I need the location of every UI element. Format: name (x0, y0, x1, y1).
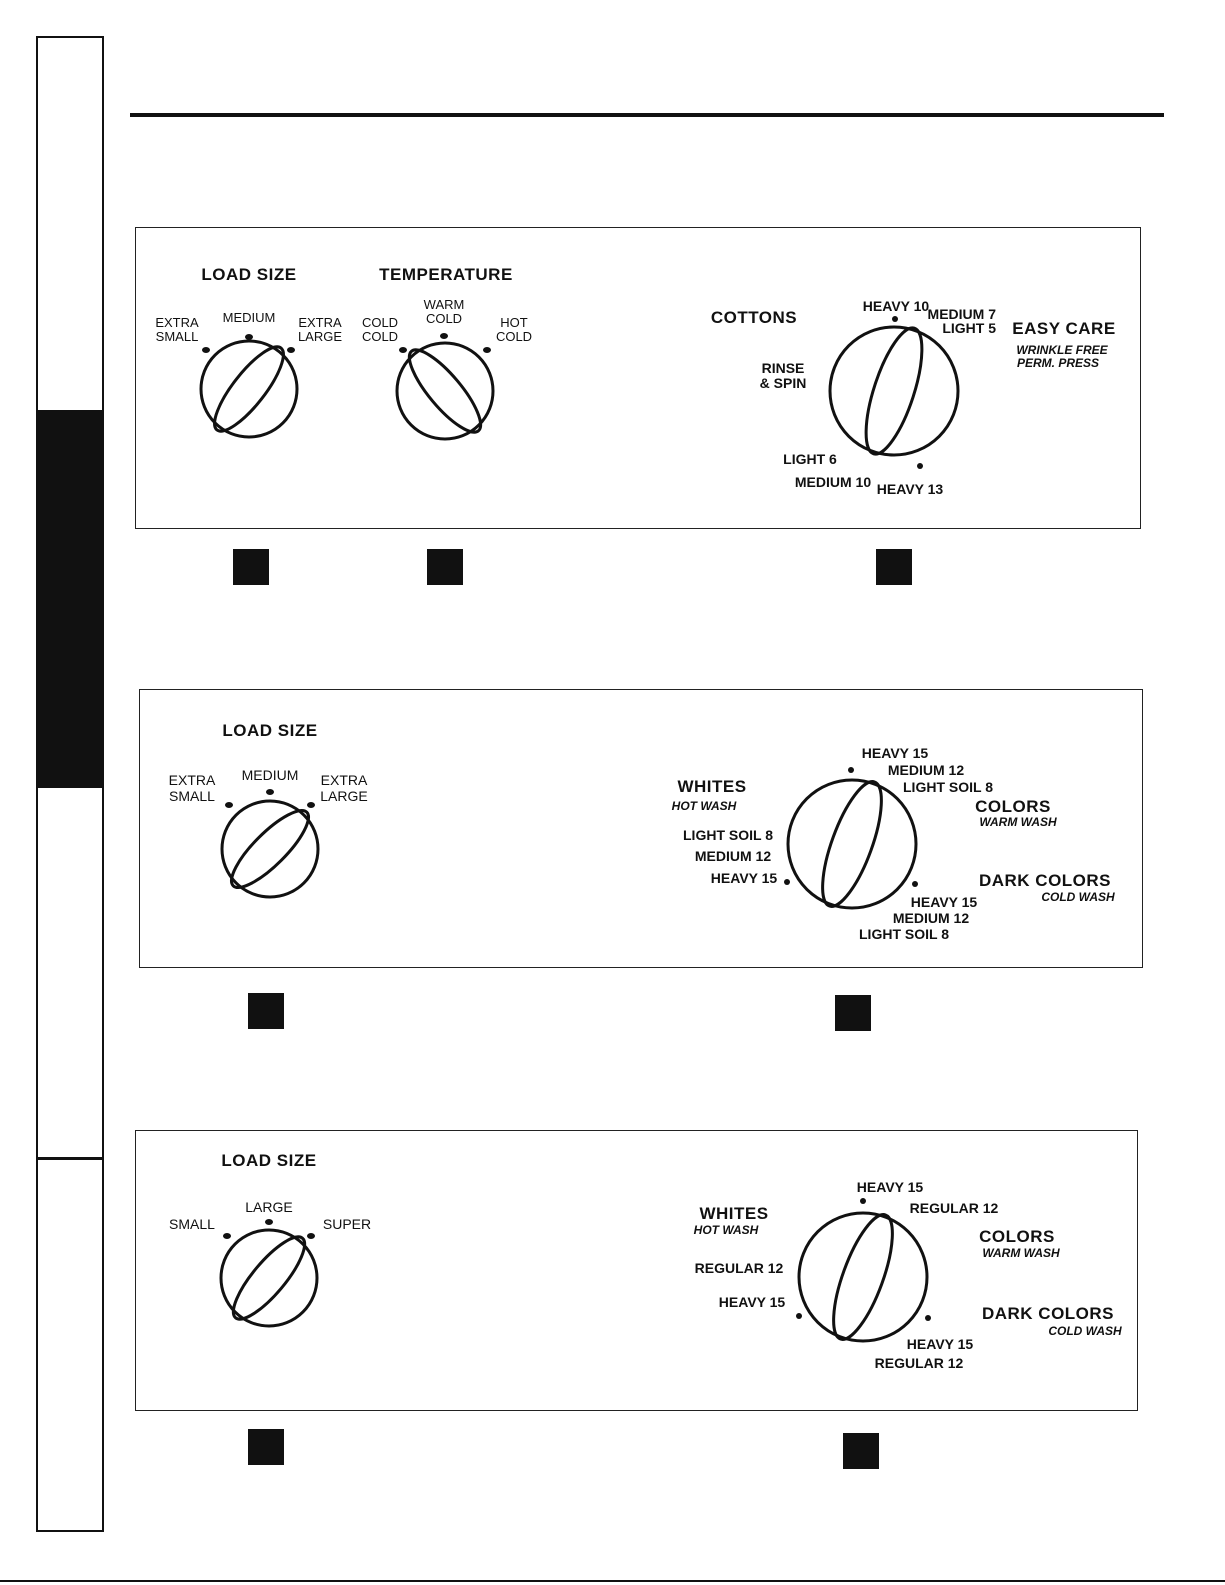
load-size-right-label: LARGE (320, 788, 368, 804)
cycle-setting-label: HEAVY 15 (906, 1336, 974, 1352)
warm-wash-label: WARM WASH (982, 1246, 1060, 1260)
cycle-setting-label: LIGHT SOIL 8 (683, 827, 773, 843)
temperature-title: TEMPERATURE (379, 265, 513, 284)
temperature-right-label: HOT (500, 315, 528, 330)
indicator-dot (796, 1313, 802, 1319)
dark-colors-label: DARK COLORS (978, 871, 1112, 890)
indicator-dot (860, 1198, 866, 1204)
indicator-dot (223, 1233, 231, 1239)
cycle-setting-label: LIGHT SOIL 8 (859, 926, 949, 942)
warm-wash-label: WARM WASH (979, 815, 1057, 829)
load-size-left-label: SMALL (169, 1216, 215, 1232)
cycle-setting-label: MEDIUM 10 (794, 474, 872, 490)
cycle-setting-label: HEAVY 15 (910, 894, 978, 910)
easy-care-label: EASY CARE (1012, 319, 1116, 338)
cycle-setting-label: LIGHT SOIL 8 (903, 779, 993, 795)
cycle-setting-label: MEDIUM 12 (892, 910, 970, 926)
indicator-dot (307, 1233, 315, 1239)
cycle-setting-label: MEDIUM 12 (887, 762, 965, 778)
load-size-left-label: EXTRA (155, 315, 199, 330)
cycle-setting-label: HEAVY 13 (876, 481, 944, 497)
cycle-setting-label: MEDIUM 12 (694, 848, 772, 864)
colors-label: COLORS (979, 1227, 1055, 1246)
load-size-right-label: EXTRA (320, 772, 368, 788)
cottons-label: COTTONS (710, 308, 798, 327)
whites-label: WHITES (677, 777, 747, 796)
perm-press-label: PERM. PRESS (1016, 356, 1100, 370)
hot-wash-label: HOT WASH (671, 799, 737, 813)
knob-grip (822, 1208, 905, 1346)
load-size-top-label: MEDIUM (241, 767, 299, 783)
colors-label: COLORS (975, 797, 1051, 816)
load-size-right-label: LARGE (297, 329, 343, 344)
load-size-title: LOAD SIZE (221, 1151, 317, 1170)
knob-circle (221, 1230, 317, 1326)
indicator-dot (925, 1315, 931, 1321)
load-size-left-label: SMALL (155, 329, 199, 344)
hot-wash-label: HOT WASH (693, 1223, 759, 1237)
temperature-left-label: COLD (361, 315, 399, 330)
temperature-top-label: COLD (425, 311, 463, 326)
load-size-right-label: EXTRA (298, 315, 342, 330)
load-size-title: LOAD SIZE (201, 265, 297, 284)
load-size-title: LOAD SIZE (222, 721, 318, 740)
load-size-top-label: MEDIUM (222, 310, 276, 325)
callout-marker (248, 1429, 284, 1465)
temperature-right-label: COLD (495, 329, 533, 344)
cycle-setting-label: HEAVY 15 (856, 1179, 924, 1195)
wrinkle-free-label: WRINKLE FREE (1016, 343, 1108, 357)
callout-marker (843, 1433, 879, 1469)
cycle-setting-label: HEAVY 15 (718, 1294, 786, 1310)
rinse-spin-label: RINSE (761, 360, 805, 376)
cycle-setting-label: HEAVY 15 (861, 745, 929, 761)
cold-wash-label: COLD WASH (1041, 890, 1115, 904)
load-size-top-label: LARGE (245, 1199, 293, 1215)
cycle-setting-label: REGULAR 12 (909, 1200, 999, 1216)
cycle-setting-label: LIGHT 5 (942, 320, 996, 336)
load-size-left-label: EXTRA (168, 772, 216, 788)
cycle-setting-label: MEDIUM 7 (927, 306, 996, 322)
temperature-left-label: COLD (361, 329, 399, 344)
load-size-left-label: SMALL (169, 788, 215, 804)
cycle-setting-label: LIGHT 6 (783, 451, 837, 467)
load-size-knob-3[interactable] (169, 1151, 371, 1328)
indicator-dot (265, 1219, 273, 1225)
cycle-setting-label: REGULAR 12 (874, 1355, 964, 1371)
wash-cycle-knob-3[interactable] (694, 1179, 1122, 1371)
dark-colors-label: DARK COLORS (981, 1304, 1115, 1323)
cycle-setting-label: HEAVY 10 (862, 298, 930, 314)
cycle-setting-label: HEAVY 15 (710, 870, 778, 886)
load-size-right-label: SUPER (322, 1216, 372, 1232)
temperature-top-label: WARM (423, 297, 465, 312)
cold-wash-label: COLD WASH (1048, 1324, 1122, 1338)
rinse-spin-label: & SPIN (759, 375, 807, 391)
whites-label: WHITES (699, 1204, 769, 1223)
cycle-setting-label: REGULAR 12 (694, 1260, 784, 1276)
